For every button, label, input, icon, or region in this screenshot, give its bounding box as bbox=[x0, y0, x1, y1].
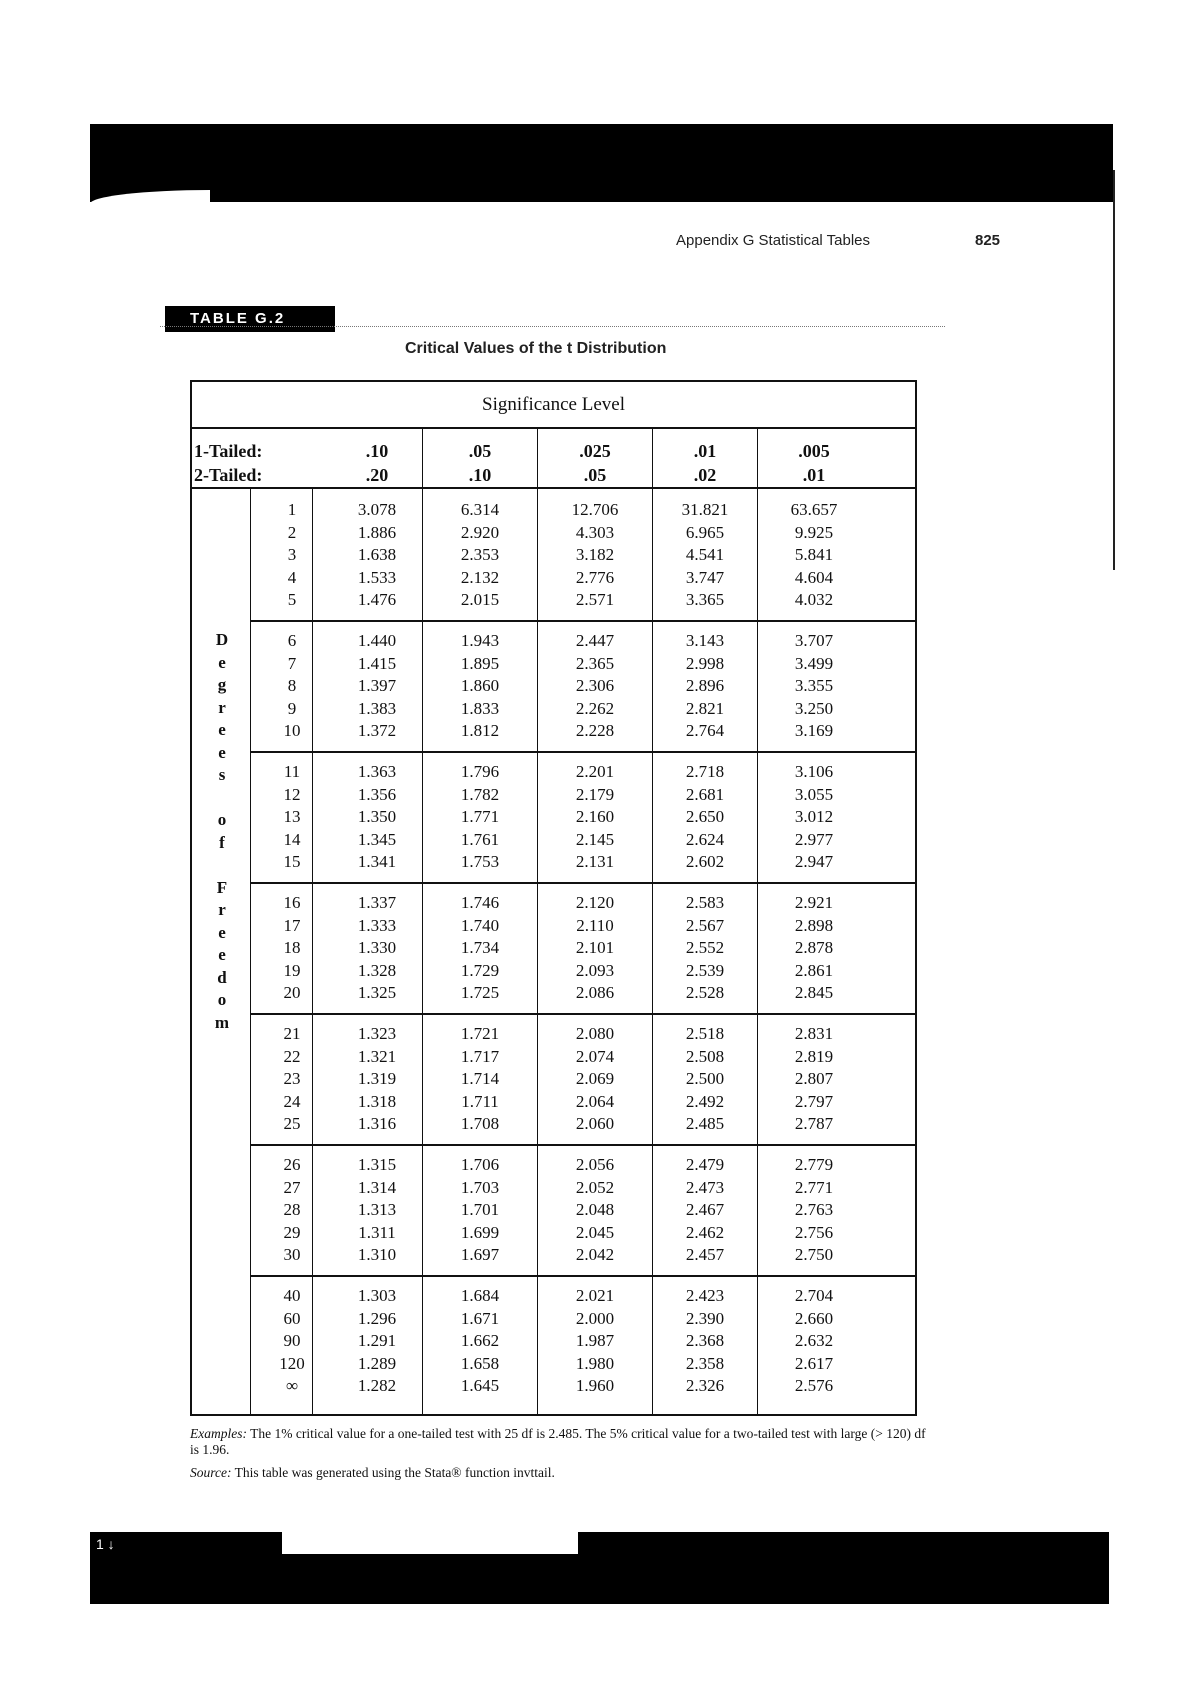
critical-value-cell: 2.201 bbox=[575, 762, 615, 781]
group-rule bbox=[250, 620, 915, 622]
df-cell: 21 bbox=[283, 1024, 301, 1043]
critical-value-cell: 2.368 bbox=[685, 1331, 725, 1351]
critical-value-cell: 1.337 bbox=[357, 893, 397, 912]
critical-value-cell: 2.518 bbox=[685, 1024, 725, 1043]
critical-value-cell: 1.753 bbox=[460, 852, 500, 872]
df-cell: 19 bbox=[283, 960, 301, 980]
critical-value-cell: 2.131 bbox=[575, 852, 615, 872]
examples-label: Examples: bbox=[190, 1426, 247, 1441]
critical-value-cell: 2.358 bbox=[685, 1353, 725, 1373]
degrees-of-freedom-letter: e bbox=[218, 945, 226, 964]
critical-value-cell: 1.314 bbox=[357, 1177, 397, 1197]
critical-value-cell: 2.132 bbox=[460, 567, 500, 587]
degrees-of-freedom-letter: s bbox=[218, 765, 226, 784]
critical-value-cell: 1.714 bbox=[460, 1069, 500, 1089]
critical-value-cell: 1.697 bbox=[460, 1245, 500, 1265]
critical-value-cell: 2.228 bbox=[575, 721, 615, 741]
critical-value-cell: 1.313 bbox=[357, 1200, 397, 1220]
critical-value-cell: 2.069 bbox=[575, 1069, 615, 1089]
scan-top-black-bar bbox=[90, 124, 1113, 202]
df-cell: 18 bbox=[283, 938, 301, 958]
group-rule bbox=[250, 1013, 915, 1015]
critical-value-cell: 4.303 bbox=[575, 522, 615, 542]
critical-value-cell: 2.617 bbox=[794, 1353, 834, 1373]
critical-value-cell: 1.980 bbox=[575, 1353, 615, 1373]
critical-value-cell: 1.319 bbox=[357, 1069, 397, 1089]
critical-value-cell: 2.771 bbox=[794, 1177, 834, 1197]
df-cell: 16 bbox=[283, 893, 301, 912]
critical-value-cell: 1.372 bbox=[357, 721, 397, 741]
df-cell: 17 bbox=[283, 915, 301, 935]
critical-value-cell: 1.886 bbox=[357, 522, 397, 542]
df-cell: 23 bbox=[283, 1069, 301, 1089]
header-rule bbox=[192, 487, 915, 489]
critical-value-cell: 2.160 bbox=[575, 807, 615, 827]
degrees-of-freedom-letter: e bbox=[218, 720, 226, 739]
dotted-rule bbox=[160, 326, 945, 327]
table-tag: TABLE G.2 bbox=[165, 306, 335, 332]
critical-value-cell: 2.920 bbox=[460, 522, 500, 542]
critical-value-cell: 2.539 bbox=[685, 960, 725, 980]
scan-bottom-black-bar: 1 ↓ bbox=[90, 1532, 1109, 1604]
one-tailed-alpha: .025 bbox=[579, 441, 611, 461]
critical-value-cell: 4.541 bbox=[685, 545, 725, 565]
two-tailed-alpha: .01 bbox=[802, 465, 826, 485]
critical-value-cell: 2.576 bbox=[794, 1376, 834, 1396]
critical-value-cell: 1.701 bbox=[460, 1200, 500, 1220]
two-tailed-alpha: .10 bbox=[468, 465, 492, 485]
df-cell: 28 bbox=[283, 1200, 301, 1220]
critical-value-cell: 1.311 bbox=[358, 1222, 396, 1242]
running-header: Appendix G Statistical Tables bbox=[676, 232, 870, 249]
df-cell: 6 bbox=[287, 631, 297, 650]
critical-value-cell: 2.120 bbox=[575, 893, 615, 912]
df-cell: 25 bbox=[283, 1114, 301, 1134]
critical-value-cell: 9.925 bbox=[794, 522, 834, 542]
critical-value-cell: 2.048 bbox=[575, 1200, 615, 1220]
critical-value-cell: 1.782 bbox=[460, 784, 500, 804]
significance-column-header bbox=[764, 439, 864, 487]
df-cell: 60 bbox=[283, 1308, 301, 1328]
critical-value-cell: 1.943 bbox=[460, 631, 500, 650]
critical-value-cell: 2.074 bbox=[575, 1046, 615, 1066]
column-divider bbox=[537, 427, 538, 1414]
significance-column-header bbox=[655, 439, 755, 487]
critical-value-cell: 1.350 bbox=[357, 807, 397, 827]
critical-value-cell: 1.316 bbox=[357, 1114, 397, 1134]
critical-value-cell: 1.415 bbox=[357, 653, 397, 673]
df-cell: 9 bbox=[287, 698, 297, 718]
critical-value-cell: 1.303 bbox=[357, 1286, 397, 1305]
critical-value-cell: 1.328 bbox=[357, 960, 397, 980]
critical-value-cell: 2.998 bbox=[685, 653, 725, 673]
critical-value-cell: 63.657 bbox=[790, 500, 838, 519]
examples-text: The 1% critical value for a one-tailed test with 25 df is 2.485. The 5% critical value for a two-tailed test with large (> 120) df is 1.96. bbox=[190, 1426, 926, 1457]
critical-value-cell: 1.345 bbox=[357, 829, 397, 849]
critical-value-cell: 2.776 bbox=[575, 567, 615, 587]
one-tailed-alpha: .10 bbox=[365, 441, 389, 461]
critical-value-cell: 1.746 bbox=[460, 893, 500, 912]
critical-value-cell: 2.021 bbox=[575, 1286, 615, 1305]
critical-value-cell: 1.761 bbox=[460, 829, 500, 849]
critical-value-cell: 3.182 bbox=[575, 545, 615, 565]
critical-value-cell: 1.711 bbox=[461, 1091, 499, 1111]
critical-value-cell: 2.479 bbox=[685, 1155, 725, 1174]
degrees-of-freedom-letter: m bbox=[214, 1012, 230, 1032]
df-cell: 13 bbox=[283, 807, 301, 827]
critical-value-cell: 1.397 bbox=[357, 676, 397, 696]
critical-value-cell: 2.080 bbox=[575, 1024, 615, 1043]
df-cell: 29 bbox=[283, 1222, 301, 1242]
critical-value-cell: 2.750 bbox=[794, 1245, 834, 1265]
critical-value-cell: 1.318 bbox=[357, 1091, 397, 1111]
critical-value-cell: 2.567 bbox=[685, 915, 725, 935]
examples-note bbox=[190, 1426, 935, 1458]
critical-value-cell: 1.291 bbox=[357, 1331, 397, 1351]
critical-value-cell: 3.169 bbox=[794, 721, 834, 741]
critical-value-cell: 2.764 bbox=[685, 721, 725, 741]
two-tailed-alpha: .02 bbox=[693, 465, 717, 485]
critical-value-cell: 2.015 bbox=[460, 590, 500, 610]
one-tailed-alpha: .005 bbox=[798, 441, 830, 461]
critical-value-cell: 1.282 bbox=[357, 1376, 397, 1396]
critical-value-cell: 1.860 bbox=[460, 676, 500, 696]
critical-value-cell: 1.740 bbox=[460, 915, 500, 935]
critical-value-cell: 3.078 bbox=[357, 500, 397, 519]
tail-labels bbox=[194, 439, 262, 487]
critical-value-cell: 2.000 bbox=[575, 1308, 615, 1328]
critical-value-cell: 2.807 bbox=[794, 1069, 834, 1089]
degrees-of-freedom-letter: g bbox=[217, 675, 227, 694]
critical-value-cell: 3.747 bbox=[685, 567, 725, 587]
df-cell: 22 bbox=[283, 1046, 301, 1066]
critical-value-cell: 5.841 bbox=[794, 545, 834, 565]
critical-value-cell: 2.064 bbox=[575, 1091, 615, 1111]
critical-value-cell: 2.878 bbox=[794, 938, 834, 958]
degrees-of-freedom-letter: r bbox=[218, 697, 226, 717]
critical-value-cell: 2.632 bbox=[794, 1331, 834, 1351]
critical-value-cell: 1.796 bbox=[460, 762, 500, 781]
scan-edge-line bbox=[1113, 170, 1115, 570]
critical-value-cell: 3.055 bbox=[794, 784, 834, 804]
critical-value-cell: 1.341 bbox=[357, 852, 397, 872]
critical-value-cell: 2.306 bbox=[575, 676, 615, 696]
critical-value-cell: 1.310 bbox=[357, 1245, 397, 1265]
critical-value-cell: 2.060 bbox=[575, 1114, 615, 1134]
critical-value-cell: 2.467 bbox=[685, 1200, 725, 1220]
critical-value-cell: 1.330 bbox=[357, 938, 397, 958]
critical-value-cell: 2.492 bbox=[685, 1091, 725, 1111]
critical-value-cell: 1.812 bbox=[460, 721, 500, 741]
df-cell: 120 bbox=[279, 1353, 305, 1373]
df-cell: 7 bbox=[287, 653, 297, 673]
column-divider bbox=[757, 427, 758, 1414]
critical-value-cell: 1.323 bbox=[357, 1024, 397, 1043]
critical-value-cell: 1.645 bbox=[460, 1376, 500, 1396]
critical-value-cell: 2.423 bbox=[685, 1286, 725, 1305]
critical-value-cell: 2.718 bbox=[685, 762, 725, 781]
critical-value-cell: 2.660 bbox=[794, 1308, 834, 1328]
critical-value-cell: 1.325 bbox=[357, 983, 397, 1003]
degrees-of-freedom-letter: e bbox=[218, 652, 226, 672]
critical-value-cell: 1.333 bbox=[357, 915, 397, 935]
critical-value-cell: 3.012 bbox=[794, 807, 834, 827]
critical-value-cell: 2.473 bbox=[685, 1177, 725, 1197]
critical-value-cell: 2.624 bbox=[685, 829, 725, 849]
critical-value-cell: 2.845 bbox=[794, 983, 834, 1003]
critical-value-cell: 3.250 bbox=[794, 698, 834, 718]
degrees-of-freedom-letter: e bbox=[218, 922, 226, 942]
df-cell: 4 bbox=[287, 567, 297, 587]
column-divider bbox=[652, 427, 653, 1414]
two-tailed-alpha: .20 bbox=[365, 465, 389, 485]
critical-value-cell: 1.717 bbox=[460, 1046, 500, 1066]
critical-value-cell: 3.707 bbox=[794, 631, 834, 650]
critical-value-cell: 1.289 bbox=[357, 1353, 397, 1373]
critical-value-cell: 1.895 bbox=[460, 653, 500, 673]
df-cell: 10 bbox=[283, 721, 301, 741]
df-cell: 8 bbox=[287, 676, 297, 696]
critical-value-cell: 2.508 bbox=[685, 1046, 725, 1066]
critical-value-cell: 3.499 bbox=[794, 653, 834, 673]
critical-value-cell: 2.500 bbox=[685, 1069, 725, 1089]
critical-value-cell: 2.052 bbox=[575, 1177, 615, 1197]
group-rule bbox=[250, 751, 915, 753]
df-cell: 5 bbox=[287, 590, 297, 610]
significance-column-header bbox=[545, 439, 645, 487]
critical-value-cell: 3.365 bbox=[685, 590, 725, 610]
degrees-of-freedom-letter: D bbox=[215, 630, 229, 649]
critical-value-cell: 1.987 bbox=[575, 1331, 615, 1351]
critical-value-cell: 1.321 bbox=[357, 1046, 397, 1066]
significance-column-header bbox=[430, 439, 530, 487]
critical-value-cell: 2.145 bbox=[575, 829, 615, 849]
one-tailed-alpha: .05 bbox=[468, 441, 492, 461]
critical-value-cell: 1.662 bbox=[460, 1331, 500, 1351]
df-cell: 12 bbox=[283, 784, 301, 804]
critical-value-cell: 3.143 bbox=[685, 631, 725, 650]
critical-value-cell: 2.262 bbox=[575, 698, 615, 718]
critical-value-cell: 2.583 bbox=[685, 893, 725, 912]
critical-value-cell: 1.356 bbox=[357, 784, 397, 804]
critical-value-cell: 31.821 bbox=[681, 500, 729, 519]
critical-value-cell: 2.462 bbox=[685, 1222, 725, 1242]
df-cell: 26 bbox=[283, 1155, 301, 1174]
df-cell: 2 bbox=[287, 522, 297, 542]
group-rule bbox=[250, 882, 915, 884]
critical-value-cell: 3.355 bbox=[794, 676, 834, 696]
page-number: 825 bbox=[975, 232, 1001, 249]
critical-value-cell: 2.528 bbox=[685, 983, 725, 1003]
critical-value-cell: 1.729 bbox=[460, 960, 500, 980]
critical-value-cell: 1.706 bbox=[460, 1155, 500, 1174]
degrees-of-freedom-letter: e bbox=[218, 742, 226, 762]
degrees-of-freedom-letter: F bbox=[216, 877, 228, 897]
critical-value-cell: 1.684 bbox=[460, 1286, 500, 1305]
df-cell: 11 bbox=[283, 762, 301, 781]
critical-value-cell: 4.604 bbox=[794, 567, 834, 587]
critical-value-cell: 1.533 bbox=[357, 567, 397, 587]
group-rule bbox=[250, 1275, 915, 1277]
source-note bbox=[190, 1465, 935, 1481]
critical-value-cell: 1.638 bbox=[357, 545, 397, 565]
df-cell: 27 bbox=[283, 1177, 301, 1197]
critical-value-cell: 1.833 bbox=[460, 698, 500, 718]
two-tailed-label: 2-Tailed: bbox=[194, 465, 263, 485]
critical-value-cell: 1.703 bbox=[460, 1177, 500, 1197]
df-cell: 24 bbox=[283, 1091, 301, 1111]
critical-value-cell: 2.797 bbox=[794, 1091, 834, 1111]
critical-value-cell: 2.045 bbox=[575, 1222, 615, 1242]
critical-value-cell: 2.947 bbox=[794, 852, 834, 872]
critical-value-cell: 2.787 bbox=[794, 1114, 834, 1134]
critical-value-cell: 2.447 bbox=[575, 631, 615, 650]
critical-value-cell: 2.861 bbox=[794, 960, 834, 980]
critical-value-cell: 2.831 bbox=[794, 1024, 834, 1043]
degrees-of-freedom-letter: r bbox=[218, 900, 226, 919]
degrees-of-freedom-letter: o bbox=[217, 990, 227, 1009]
critical-value-cell: 2.101 bbox=[575, 938, 615, 958]
critical-value-cell: 12.706 bbox=[571, 500, 619, 519]
df-cell: 3 bbox=[287, 545, 297, 565]
critical-value-cell: 6.965 bbox=[685, 522, 725, 542]
critical-value-cell: 1.383 bbox=[357, 698, 397, 718]
df-cell: 14 bbox=[283, 829, 301, 849]
critical-value-cell: 2.552 bbox=[685, 938, 725, 958]
critical-value-cell: 1.771 bbox=[460, 807, 500, 827]
significance-column-header bbox=[327, 439, 427, 487]
critical-value-cell: 2.365 bbox=[575, 653, 615, 673]
critical-value-cell: 2.977 bbox=[794, 829, 834, 849]
critical-value-cell: 2.821 bbox=[685, 698, 725, 718]
degrees-of-freedom-letter: o bbox=[217, 810, 227, 829]
df-cell: 20 bbox=[283, 983, 301, 1003]
degrees-of-freedom-letter: f bbox=[219, 832, 225, 852]
column-divider bbox=[422, 427, 423, 1414]
critical-value-cell: 1.671 bbox=[460, 1308, 500, 1328]
df-cell: 1 bbox=[287, 500, 297, 519]
critical-value-cell: 2.763 bbox=[794, 1200, 834, 1220]
one-tailed-label: 1-Tailed: bbox=[194, 441, 263, 461]
critical-value-cell: 2.681 bbox=[685, 784, 725, 804]
t-distribution-table bbox=[190, 380, 917, 1416]
df-cell: 90 bbox=[283, 1331, 301, 1351]
source-label: Source: bbox=[190, 1465, 232, 1480]
df-cell: 30 bbox=[283, 1245, 301, 1265]
critical-value-cell: 2.326 bbox=[685, 1376, 725, 1396]
critical-value-cell: 2.056 bbox=[575, 1155, 615, 1174]
critical-value-cell: 2.819 bbox=[794, 1046, 834, 1066]
degrees-of-freedom-letter: d bbox=[217, 967, 227, 987]
critical-value-cell: 4.032 bbox=[794, 590, 834, 610]
critical-value-cell: 2.457 bbox=[685, 1245, 725, 1265]
critical-value-cell: 2.485 bbox=[685, 1114, 725, 1134]
critical-value-cell: 6.314 bbox=[460, 500, 500, 519]
critical-value-cell: 1.725 bbox=[460, 983, 500, 1003]
critical-value-cell: 2.602 bbox=[685, 852, 725, 872]
critical-value-cell: 2.779 bbox=[794, 1155, 834, 1174]
critical-value-cell: 2.898 bbox=[794, 915, 834, 935]
critical-value-cell: 2.756 bbox=[794, 1222, 834, 1242]
two-tailed-alpha: .05 bbox=[583, 465, 607, 485]
df-cell: 15 bbox=[283, 852, 301, 872]
critical-value-cell: 2.353 bbox=[460, 545, 500, 565]
one-tailed-alpha: .01 bbox=[693, 441, 717, 461]
critical-value-cell: 2.042 bbox=[575, 1245, 615, 1265]
critical-value-cell: 1.296 bbox=[357, 1308, 397, 1328]
critical-value-cell: 1.440 bbox=[357, 631, 397, 650]
critical-value-cell: 2.704 bbox=[794, 1286, 834, 1305]
significance-level-header: Significance Level bbox=[192, 382, 915, 429]
critical-value-cell: 1.960 bbox=[575, 1376, 615, 1396]
source-text: This table was generated using the Stata® function invttail. bbox=[234, 1465, 555, 1480]
critical-value-cell: 1.699 bbox=[460, 1222, 500, 1242]
critical-value-cell: 1.315 bbox=[357, 1155, 397, 1174]
table-caption: Critical Values of the t Distribution bbox=[405, 340, 667, 357]
critical-value-cell: 2.086 bbox=[575, 983, 615, 1003]
critical-value-cell: 1.363 bbox=[357, 762, 397, 781]
critical-value-cell: 3.106 bbox=[794, 762, 834, 781]
critical-value-cell: 2.896 bbox=[685, 676, 725, 696]
critical-value-cell: 2.921 bbox=[794, 893, 834, 912]
critical-value-cell: 1.734 bbox=[460, 938, 500, 958]
critical-value-cell: 2.390 bbox=[685, 1308, 725, 1328]
critical-value-cell: 2.571 bbox=[575, 590, 615, 610]
critical-value-cell: 1.708 bbox=[460, 1114, 500, 1134]
critical-value-cell: 2.650 bbox=[685, 807, 725, 827]
group-rule bbox=[250, 1144, 915, 1146]
critical-value-cell: 2.110 bbox=[576, 915, 614, 935]
df-cell: ∞ bbox=[285, 1376, 299, 1396]
critical-value-cell: 2.093 bbox=[575, 960, 615, 980]
critical-value-cell: 1.476 bbox=[357, 590, 397, 610]
critical-value-cell: 1.658 bbox=[460, 1353, 500, 1373]
critical-value-cell: 2.179 bbox=[575, 784, 615, 804]
df-cell: 40 bbox=[283, 1286, 301, 1305]
critical-value-cell: 1.721 bbox=[460, 1024, 500, 1043]
